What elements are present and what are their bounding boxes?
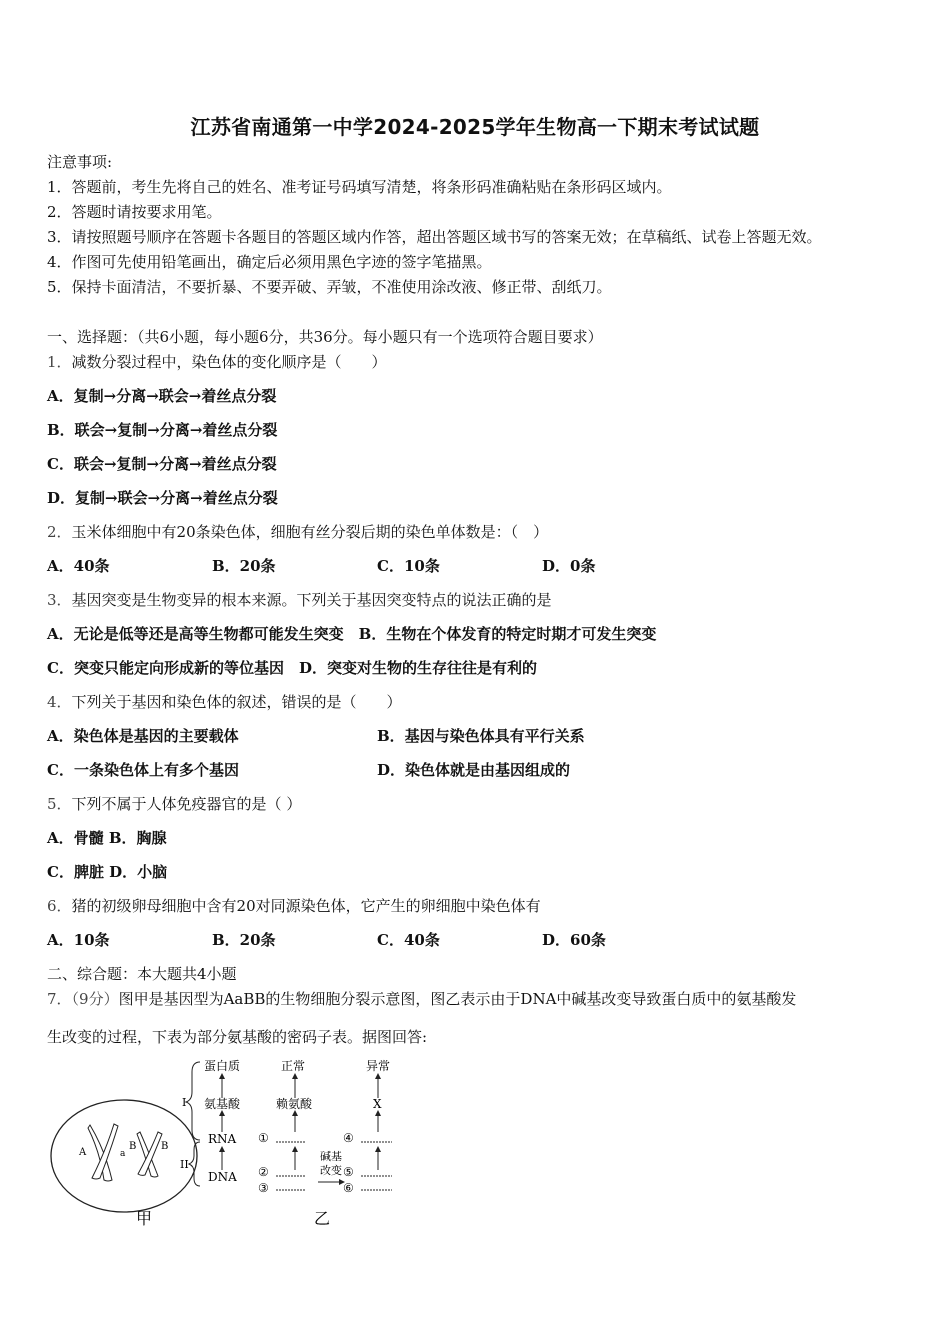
mutation-label: 碱基 [320, 1150, 342, 1163]
q6-option-b: B．20条 [212, 931, 276, 949]
circle-4: ④ [343, 1131, 354, 1145]
notice-heading: 注意事项: [47, 153, 113, 171]
q2-option-c: C．10条 [377, 557, 440, 575]
level-rna: RNA [208, 1132, 237, 1146]
q4-option-b: B．基因与染色体具有平行关系 [377, 727, 585, 745]
label-x: X [373, 1097, 382, 1111]
q1-option-b: B．联会→复制→分离→着丝点分裂 [47, 421, 278, 439]
question-2-stem: 2．玉米体细胞中有20条染色体，细胞有丝分裂后期的染色单体数是：（ ） [47, 523, 549, 541]
brace-label-ii: II [180, 1158, 189, 1171]
question-4-stem: 4．下列关于基因和染色体的叙述，错误的是（ ） [47, 693, 402, 711]
question-5-stem: 5．下列不属于人体免疫器官的是（ ） [47, 795, 302, 813]
notice-item: 2．答题时请按要求用笔。 [47, 203, 222, 221]
question-7-line2: 生改变的过程，下表为部分氨基酸的密码子表。据图回答: [47, 1028, 428, 1046]
q5-option-ab: A．骨髓 B．胸腺 [47, 829, 167, 847]
q2-option-b: B．20条 [212, 557, 276, 575]
label-lysine: 赖氨酸 [276, 1097, 313, 1111]
q3-option-ab: A．无论是低等还是高等生物都可能发生突变 B．生物在个体发育的特定时期才可发生突变 [47, 625, 657, 643]
figure-jia-cell [51, 1100, 197, 1212]
notice-item: 1．答题前，考生先将自己的姓名、准考证号码填写清楚，将条形码准确粘贴在条形码区域内。 [47, 178, 672, 196]
chromosome-pair-left [88, 1124, 118, 1181]
level-amino-acid: 氨基酸 [204, 1097, 241, 1111]
figure-yi-caption: 乙 [314, 1209, 331, 1228]
question-number: 4． [47, 693, 72, 711]
question-number: 5． [47, 795, 72, 813]
q4-option-c: C．一条染色体上有多个基因 [47, 761, 239, 779]
question-3-stem: 3．基因突变是生物变异的根本来源。下列关于基因突变特点的说法正确的是 [47, 591, 552, 609]
gene-label: B [129, 1141, 137, 1152]
q1-option-d: D．复制→联会→分离→着丝点分裂 [47, 489, 278, 507]
question-number: 1． [47, 353, 72, 371]
q2-option-a: A．40条 [47, 557, 110, 575]
figure-jia-caption: 甲 [136, 1209, 153, 1228]
level-dna: DNA [208, 1170, 237, 1184]
q4-option-a: A．染色体是基因的主要载体 [47, 727, 239, 745]
level-protein: 蛋白质 [204, 1059, 241, 1073]
q3-option-cd: C．突变只能定向形成新的等位基因 D．突变对生物的生存往往是有利的 [47, 659, 537, 677]
q4-option-d: D．染色体就是由基因组成的 [377, 761, 571, 779]
question-6-stem: 6．猪的初级卵母细胞中含有20对同源染色体，它产生的卵细胞中染色体有 [47, 897, 541, 915]
section1-heading: 一、选择题：（共6小题，每小题6分，共36分。每小题只有一个选项符合题目要求） [47, 328, 603, 346]
section2-heading: 二、综合题：本大题共4小题 [47, 965, 237, 983]
page-title: 江苏省南通第一中学2024-2025学年生物高一下期末考试试题 [190, 115, 760, 139]
notice-item: 4．作图可先使用铅笔画出，确定后必须用黑色字迹的签字笔描黑。 [47, 253, 492, 271]
question-1-stem: 1．减数分裂过程中，染色体的变化顺序是（ ） [47, 353, 387, 371]
circle-6: ⑥ [343, 1181, 354, 1195]
chromosome-pair-right [137, 1132, 162, 1177]
circle-5: ⑤ [343, 1165, 354, 1179]
circle-1: ① [258, 1131, 269, 1145]
label-abnormal: 异常 [366, 1059, 391, 1073]
brace-label-i: I [182, 1096, 187, 1109]
q6-option-d: D．60条 [542, 931, 606, 949]
gene-label: B [161, 1141, 169, 1152]
q1-option-a: A．复制→分离→联会→着丝点分裂 [47, 387, 277, 405]
notice-item: 5．保持卡面清洁，不要折暴、不要弄破、弄皱，不准使用涂改液、修正带、刮纸刀。 [47, 278, 612, 296]
q1-option-c: C．联会→复制→分离→着丝点分裂 [47, 455, 277, 473]
label-normal: 正常 [281, 1059, 306, 1073]
figure-yi [180, 1058, 392, 1195]
q6-option-a: A．10条 [47, 931, 110, 949]
question-7-line1: 7．（9分）图甲是基因型为AaBB的生物细胞分裂示意图，图乙表示由于DNA中碱基改变导致蛋白质中的氨基酸发 [47, 990, 797, 1008]
mutation-label: 改变 [320, 1164, 342, 1177]
gene-label: a [120, 1149, 126, 1159]
gene-label: A [79, 1147, 87, 1158]
q6-option-c: C．40条 [377, 931, 440, 949]
question-number: 3． [47, 591, 72, 609]
q2-option-d: D．0条 [542, 557, 596, 575]
question-number: 6． [47, 897, 72, 915]
notice-item: 3．请按照题号顺序在答题卡各题目的答题区域内作答，超出答题区域书写的答案无效；在草稿纸、试卷上答题无效。 [47, 228, 822, 246]
question-number: 2． [47, 523, 72, 541]
q5-option-cd: C．脾脏 D．小脑 [47, 863, 168, 881]
circle-3: ③ [258, 1181, 269, 1195]
circle-2: ② [258, 1165, 269, 1179]
figure-q7 [0, 1050, 950, 1250]
